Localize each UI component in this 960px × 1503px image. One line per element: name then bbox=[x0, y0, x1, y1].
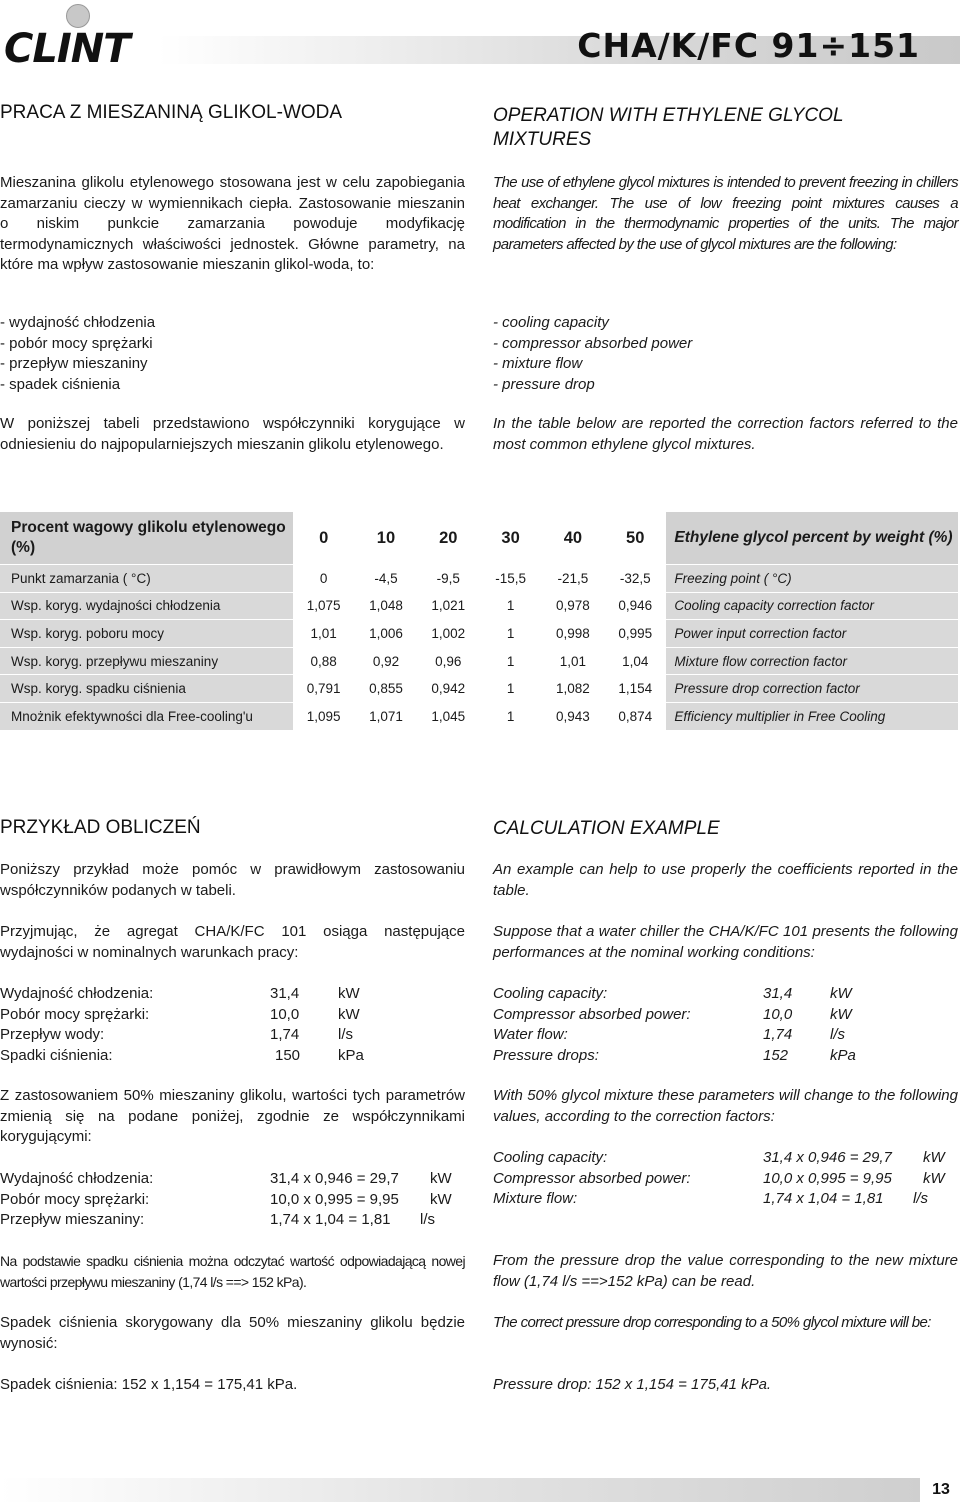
nominal-row bbox=[493, 984, 958, 1005]
nominal-row bbox=[493, 1005, 958, 1026]
table-cell: 1 bbox=[479, 703, 541, 731]
list-item: - mixture flow bbox=[493, 355, 583, 372]
nominal-value: 10,0 bbox=[763, 1005, 793, 1023]
corrected-formula: 1,74 x 1,04 = 1,81 bbox=[763, 1190, 884, 1207]
row-label-en: Pressure drop correction factor bbox=[666, 675, 958, 703]
row-label-pl: Wsp. koryg. przepływu mieszaniny bbox=[0, 648, 293, 676]
clint-logo bbox=[4, 4, 154, 72]
section2-p1-en: An example can help to use properly the coefficients reported in the table. bbox=[493, 861, 958, 899]
nominal-values-pl bbox=[0, 984, 465, 1066]
nominal-value: 150 bbox=[275, 1046, 301, 1064]
nominal-row bbox=[0, 1046, 465, 1067]
nominal-row bbox=[493, 1025, 958, 1046]
table-cell: 0,92 bbox=[355, 648, 417, 676]
section1-intro-en: The use of ethylene glycol mixtures is intended to prevent freezing in chillers heat exchanger. The use of low freezing point mixtures causes a modification in the thermodynamic properties of the units. The major parameters affected by the use of glycol mixtures are the following: bbox=[493, 174, 958, 253]
logo-text: CLINT bbox=[4, 26, 130, 72]
section1-list-pl bbox=[0, 313, 465, 395]
section1-table-note-en: In the table below are reported the correction factors referred to the most common ethylene glycol mixtures. bbox=[493, 415, 958, 453]
corrected-formula: 31,4 x 0,946 = 29,7 bbox=[763, 1149, 892, 1166]
table-cell: 1,082 bbox=[542, 675, 604, 703]
nominal-values-en bbox=[493, 984, 958, 1066]
table-cell: 1,01 bbox=[293, 620, 355, 648]
corrected-values-en bbox=[493, 1148, 958, 1210]
section2-title-en: CALCULATION EXAMPLE bbox=[493, 818, 720, 839]
table-row bbox=[0, 703, 958, 731]
nominal-row bbox=[0, 1005, 465, 1026]
table-cell: 1 bbox=[479, 593, 541, 621]
table-cell: -4,5 bbox=[355, 565, 417, 593]
table-cell: -21,5 bbox=[542, 565, 604, 593]
page-number: 13 bbox=[932, 1481, 950, 1498]
section2-p6-en: Pressure drop: 152 x 1,154 = 175,41 kPa. bbox=[493, 1376, 772, 1393]
section2-p2-pl: Przyjmując, że agregat CHA/K/FC 101 osiąga następujące wydajności w nominalnych warunkach pracy: bbox=[0, 923, 465, 961]
table-cell: 1 bbox=[479, 648, 541, 676]
row-label-en: Freezing point ( °C) bbox=[666, 565, 958, 593]
header-col: 50 bbox=[604, 512, 666, 565]
table-cell: 1,045 bbox=[417, 703, 479, 731]
table-row bbox=[0, 593, 958, 621]
table-cell: 1,048 bbox=[355, 593, 417, 621]
nominal-label: Water flow: bbox=[493, 1026, 568, 1043]
table-cell: 1,095 bbox=[293, 703, 355, 731]
table-cell: 1,01 bbox=[542, 648, 604, 676]
header-pl: Procent wagowy glikolu etylenowego (%) bbox=[0, 512, 293, 565]
corrected-unit: kW bbox=[430, 1170, 452, 1187]
list-item: - wydajność chłodzenia bbox=[0, 314, 156, 331]
nominal-unit: kPa bbox=[830, 1046, 856, 1064]
section2-p4-pl: Na podstawie spadku ciśnienia można odczytać wartość odpowiadającą nowej wartości przepływu mieszaniny (1,74 l/s ==> 152 kPa). bbox=[0, 1253, 465, 1290]
corrected-label: Wydajność chłodzenia: bbox=[0, 1170, 154, 1187]
nominal-unit: kPa bbox=[338, 1046, 364, 1064]
table-cell: 1,006 bbox=[355, 620, 417, 648]
corrected-row bbox=[0, 1169, 465, 1190]
corrected-row bbox=[0, 1210, 465, 1231]
corrected-formula: 10,0 x 0,995 = 9,95 bbox=[270, 1190, 399, 1208]
corrected-label: Mixture flow: bbox=[493, 1190, 578, 1207]
section2-title-pl: PRZYKŁAD OBLICZEŃ bbox=[0, 817, 201, 838]
list-item: - przepływ mieszaniny bbox=[0, 355, 148, 372]
table-cell: 1 bbox=[479, 620, 541, 648]
table-row bbox=[0, 648, 958, 676]
nominal-unit: kW bbox=[830, 985, 852, 1002]
table-cell: 0,96 bbox=[417, 648, 479, 676]
nominal-row bbox=[0, 1025, 465, 1046]
row-label-pl: Mnożnik efektywności dla Free-cooling'u bbox=[0, 703, 293, 731]
section2-p6-pl: Spadek ciśnienia: 152 x 1,154 = 175,41 kPa. bbox=[0, 1376, 298, 1393]
table-cell: 0,946 bbox=[604, 593, 666, 621]
section1-list-en bbox=[493, 313, 958, 395]
header-col: 20 bbox=[417, 512, 479, 565]
table-cell: -15,5 bbox=[479, 565, 541, 593]
row-label-en: Mixture flow correction factor bbox=[666, 648, 958, 676]
table-cell: 1,04 bbox=[604, 648, 666, 676]
corrected-values-pl bbox=[0, 1169, 465, 1231]
table-cell: 1,002 bbox=[417, 620, 479, 648]
section1-intro-pl: Mieszanina glikolu etylenowego stosowana jest w celu zapobiegania zamarzaniu cieczy w wymiennikach ciepła. Zastosowanie mieszanin o niskim punkcie zamarzania powoduje modyfikację termodynamicznych właściwości jednostek. Główne parametry, na które ma wpływ zastosowanie mieszanin glikol-woda, to: bbox=[0, 174, 465, 273]
glycol-correction-table bbox=[0, 512, 958, 731]
header-col: 40 bbox=[542, 512, 604, 565]
corrected-label: Compressor absorbed power: bbox=[493, 1169, 691, 1187]
nominal-unit: kW bbox=[338, 1005, 360, 1023]
nominal-label: Pobór mocy sprężarki: bbox=[0, 1005, 150, 1023]
nominal-value: 1,74 bbox=[763, 1026, 793, 1043]
list-item: - spadek ciśnienia bbox=[0, 375, 121, 393]
nominal-row bbox=[0, 984, 465, 1005]
table-row bbox=[0, 565, 958, 593]
nominal-unit: l/s bbox=[338, 1026, 353, 1043]
corrected-label: Pobór mocy sprężarki: bbox=[0, 1190, 150, 1208]
header-col: 0 bbox=[293, 512, 355, 565]
corrected-formula: 31,4 x 0,946 = 29,7 bbox=[270, 1170, 399, 1187]
table-cell: 1,154 bbox=[604, 675, 666, 703]
table-cell: 1,075 bbox=[293, 593, 355, 621]
corrected-unit: l/s bbox=[913, 1190, 928, 1207]
section1-table-note-pl: W poniższej tabeli przedstawiono współczynniki korygujące w odniesieniu do najpopularniejszych mieszanin glikolu etylenowego. bbox=[0, 415, 465, 453]
nominal-unit: kW bbox=[830, 1005, 852, 1023]
row-label-pl: Wsp. koryg. poboru mocy bbox=[0, 620, 293, 648]
table-cell: -32,5 bbox=[604, 565, 666, 593]
row-label-en: Power input correction factor bbox=[666, 620, 958, 648]
table-cell: 0,88 bbox=[293, 648, 355, 676]
nominal-label: Compressor absorbed power: bbox=[493, 1005, 691, 1023]
row-label-pl: Wsp. koryg. wydajności chłodzenia bbox=[0, 593, 293, 621]
table-cell: 1 bbox=[479, 675, 541, 703]
corrected-unit: kW bbox=[430, 1190, 452, 1208]
list-item: - pressure drop bbox=[493, 375, 595, 393]
table-cell: 0,874 bbox=[604, 703, 666, 731]
table-cell: -9,5 bbox=[417, 565, 479, 593]
nominal-value: 152 bbox=[763, 1046, 789, 1064]
corrected-formula: 10,0 x 0,995 = 9,95 bbox=[763, 1169, 892, 1187]
list-item: - compressor absorbed power bbox=[493, 334, 693, 352]
table-cell: 0,942 bbox=[417, 675, 479, 703]
corrected-unit: kW bbox=[923, 1169, 945, 1187]
nominal-value: 31,4 bbox=[270, 985, 300, 1002]
table-cell: 0,995 bbox=[604, 620, 666, 648]
section2-p5-en: The correct pressure drop corresponding to a 50% glycol mixture will be: bbox=[493, 1314, 931, 1331]
nominal-label: Cooling capacity: bbox=[493, 985, 608, 1002]
corrected-unit: kW bbox=[923, 1149, 945, 1166]
section2-p3-en: With 50% glycol mixture these parameters will change to the following values, according to the correction factors: bbox=[493, 1087, 958, 1125]
nominal-label: Pressure drops: bbox=[493, 1046, 599, 1064]
corrected-row bbox=[493, 1189, 958, 1210]
corrected-row bbox=[493, 1169, 958, 1190]
row-label-pl: Wsp. koryg. spadku ciśnienia bbox=[0, 675, 293, 703]
table-header-row bbox=[0, 512, 958, 565]
corrected-label: Przepływ mieszaniny: bbox=[0, 1211, 145, 1228]
table-cell: 0,943 bbox=[542, 703, 604, 731]
header-col: 10 bbox=[355, 512, 417, 565]
section2-p3-pl: Z zastosowaniem 50% mieszaniny glikolu, wartości tych parametrów zmienią się na podane poniżej, zgodnie ze współczynnikami korygującymi: bbox=[0, 1087, 465, 1145]
table-row bbox=[0, 620, 958, 648]
header-en: Ethylene glycol percent by weight (%) bbox=[666, 512, 958, 565]
header-col: 30 bbox=[479, 512, 541, 565]
list-item: - pobór mocy sprężarki bbox=[0, 334, 153, 352]
table-cell: 0,855 bbox=[355, 675, 417, 703]
nominal-value: 1,74 bbox=[270, 1026, 300, 1043]
model-title: CHA/K/FC 91÷151 bbox=[577, 26, 920, 65]
row-label-pl: Punkt zamarzania ( °C) bbox=[0, 565, 293, 593]
section2-p1-pl: Poniższy przykład może pomóc w prawidłowym zastosowaniu współczynników podanych w tabeli. bbox=[0, 861, 465, 899]
row-label-en: Cooling capacity correction factor bbox=[666, 593, 958, 621]
nominal-label: Spadki ciśnienia: bbox=[0, 1046, 113, 1064]
corrected-unit: l/s bbox=[420, 1211, 435, 1228]
table-cell: 0,978 bbox=[542, 593, 604, 621]
nominal-value: 10,0 bbox=[270, 1005, 300, 1023]
table-row bbox=[0, 675, 958, 703]
section1-title-pl: PRACA Z MIESZANINĄ GLIKOL-WODA bbox=[0, 102, 343, 123]
corrected-label: Cooling capacity: bbox=[493, 1149, 608, 1166]
section2-p4-en: From the pressure drop the value corresponding to the new mixture flow (1,74 l/s ==>152 kPa) can be read. bbox=[493, 1252, 958, 1290]
corrected-row bbox=[0, 1190, 465, 1211]
nominal-row bbox=[493, 1046, 958, 1067]
nominal-value: 31,4 bbox=[763, 985, 793, 1002]
row-label-en: Efficiency multiplier in Free Cooling bbox=[666, 703, 958, 731]
nominal-label: Przepływ wody: bbox=[0, 1026, 105, 1043]
table-cell: 0,998 bbox=[542, 620, 604, 648]
footer-bar bbox=[0, 1478, 920, 1502]
section2-p2-en: Suppose that a water chiller the CHA/K/FC 101 presents the following performances at the nominal working conditions: bbox=[493, 923, 958, 961]
table-cell: 1,071 bbox=[355, 703, 417, 731]
list-item: - cooling capacity bbox=[493, 314, 609, 331]
table-cell: 0 bbox=[293, 565, 355, 593]
corrected-formula: 1,74 x 1,04 = 1,81 bbox=[270, 1211, 391, 1228]
basketball-icon bbox=[66, 4, 90, 28]
corrected-row bbox=[493, 1148, 958, 1169]
table-cell: 1,021 bbox=[417, 593, 479, 621]
nominal-unit: l/s bbox=[830, 1026, 845, 1043]
table-cell: 0,791 bbox=[293, 675, 355, 703]
nominal-unit: kW bbox=[338, 985, 360, 1002]
nominal-label: Wydajność chłodzenia: bbox=[0, 985, 154, 1002]
section1-title-en: OPERATION WITH ETHYLENE GLYCOL MIXTURES bbox=[493, 105, 844, 150]
section2-p5-pl: Spadek ciśnienia skorygowany dla 50% mieszaniny glikolu będzie wynosić: bbox=[0, 1314, 465, 1352]
